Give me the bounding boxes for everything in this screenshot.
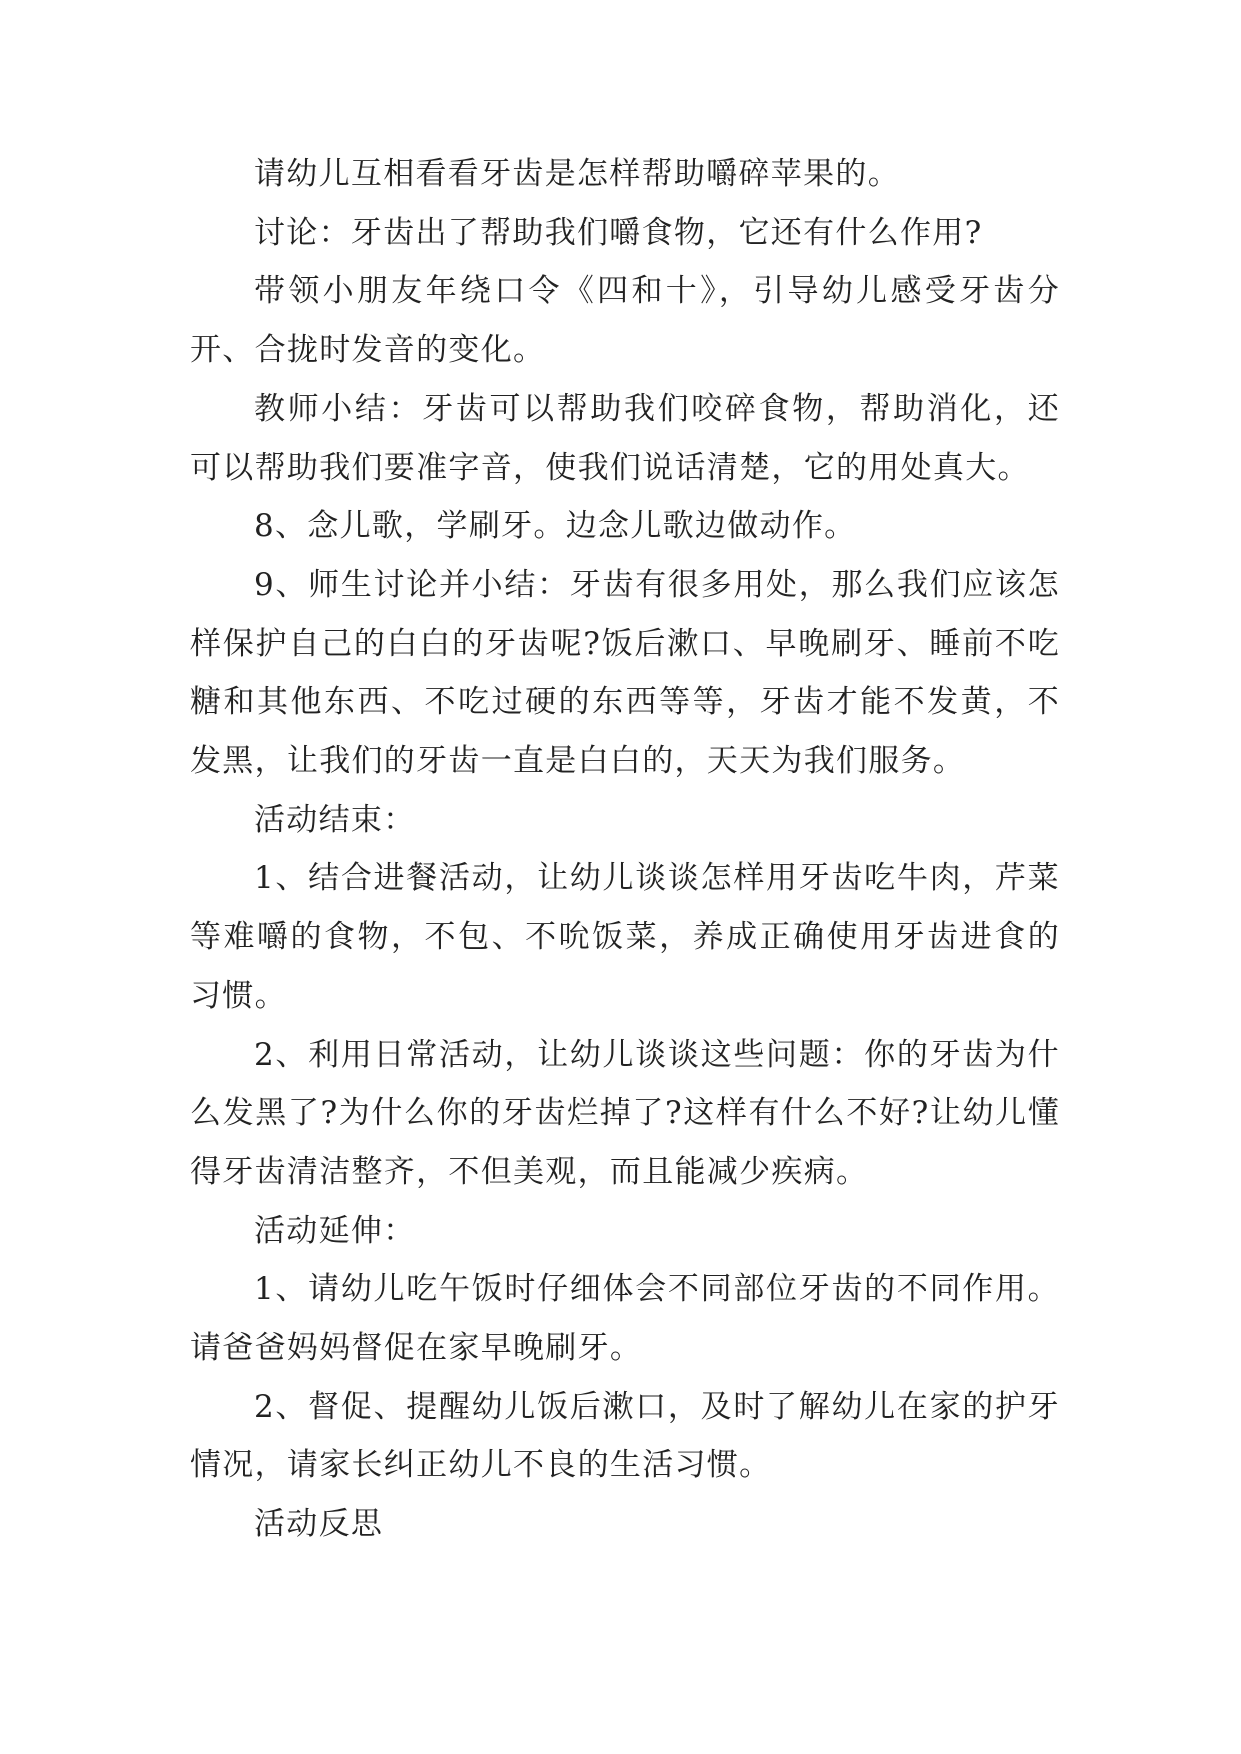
section-heading-end: 活动结束： <box>254 801 416 838</box>
paragraph-8: 1、结合进餐活动，让幼儿谈谈怎样用牙齿吃牛肉，芹菜等难嚼的食物，不包、不吮饭菜，养成正确使用牙齿进食的习惯。 <box>190 860 1060 1014</box>
paragraph-4: 教师小结：牙齿可以帮助我们咬碎食物，帮助消化，还可以帮助我们要准字音，使我们说话清楚，它的用处真大。 <box>190 390 1060 486</box>
paragraph-12: 2、督促、提醒幼儿饭后漱口，及时了解幼儿在家的护牙情况，请家长纠正幼儿不良的生活习惯。 <box>190 1388 1060 1484</box>
paragraph-5: 8、念儿歌，学刷牙。边念儿歌边做动作。 <box>254 508 857 545</box>
paragraph-11: 1、请幼儿吃午饭时仔细体会不同部位牙齿的不同作用。请爸爸妈妈督促在家早晚刷牙。 <box>190 1271 1060 1367</box>
paragraph-2: 讨论：牙齿出了帮助我们嚼食物，它还有什么作用? <box>254 214 983 251</box>
paragraph-3: 带领小朋友年绕口令《四和十》，引导幼儿感受牙齿分开、合拢时发音的变化。 <box>190 273 1060 369</box>
section-heading-extension: 活动延伸： <box>254 1212 416 1249</box>
paragraph-9: 2、利用日常活动，让幼儿谈谈这些问题：你的牙齿为什么发黑了?为什么你的牙齿烂掉了?这样有什么不好?让幼儿懂得牙齿清洁整齐，不但美观，而且能减少疾病。 <box>190 1036 1060 1190</box>
paragraph-6: 9、师生讨论并小结：牙齿有很多用处，那么我们应该怎样保护自己的白白的牙齿呢?饭后漱口、早晚刷牙、睡前不吃糖和其他东西、不吃过硬的东西等等，牙齿才能不发黄，不发黑，让我们的牙齿一直是白白的，天天为我们服务。 <box>190 566 1060 780</box>
document-page <box>190 145 1060 1554</box>
paragraph-1: 请幼儿互相看看牙齿是怎样帮助嚼碎苹果的。 <box>254 156 900 192</box>
section-heading-reflection: 活动反思 <box>254 1506 384 1543</box>
